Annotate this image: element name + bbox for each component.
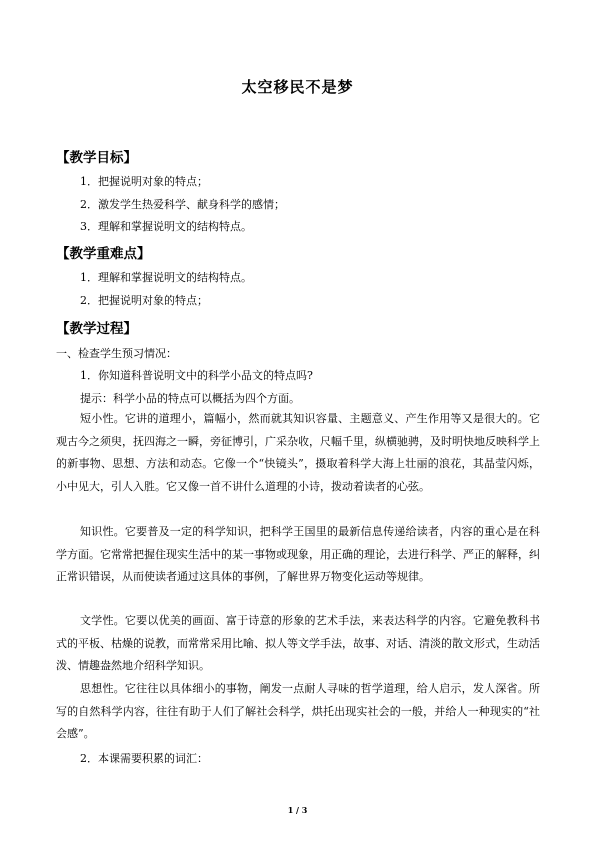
- process-step: 一、检查学生预习情况：: [56, 347, 177, 360]
- key-point-item: 1．理解和掌握说明文的结构特点。: [80, 271, 252, 284]
- section-heading-process: 【教学过程】: [56, 321, 137, 337]
- document-title: 太空移民不是梦: [241, 78, 354, 96]
- process-hint: 提示：科学小品的特点可以概括为四个方面。: [80, 392, 300, 405]
- section-heading-key-points: 【教学重难点】: [56, 246, 151, 262]
- body-paragraph: 知识性。它要普及一定的科学知识，把科学王国里的最新信息传递给读者，内容的重心是在科学方面。它常常把握住现实生活中的某一事物或现象，用正确的理论，去进行科学、严正的解释，纠正常识错误，从而使读者通过这具体的事例，了解世界万物变化运动等规律。: [56, 525, 540, 584]
- goal-item: 3．理解和掌握说明文的结构特点。: [80, 220, 252, 233]
- body-paragraph: 思想性。它往往以具体细小的事物，阐发一点耐人寻味的哲学道理，给人启示，发人深省。所写的自然科学内容，往往有助于人们了解社会科学，烘托出现实社会的一般，并给人一种现实的“社会感”。: [56, 682, 540, 741]
- page-number: 1 / 3: [287, 805, 308, 815]
- body-paragraph: 文学性。它要以优美的画面、富于诗意的形象的艺术手法，来表达科学的内容。它避免教科书式的平板、枯燥的说教，而常常采用比喻、拟人等文学手法，故事、对话、清淡的散文形式，生动活泼、情趣盎然地介绍科学知识。: [56, 614, 540, 673]
- process-question: 1．你知道科普说明文中的科学小品文的特点吗?: [80, 369, 313, 382]
- key-point-item: 2．把握说明对象的特点；: [80, 294, 208, 307]
- section-heading-goals: 【教学目标】: [56, 150, 137, 166]
- process-question: 2．本课需要积累的词汇：: [80, 752, 208, 765]
- goal-item: 1．把握说明对象的特点；: [80, 175, 208, 188]
- body-paragraph: 短小性。它讲的道理小，篇幅小，然而就其知识容量、主题意义、产生作用等又是很大的。它观古今之须臾，抚四海之一瞬，旁征博引，广采杂收，尺幅千里，纵横驰骋，及时明快地反映科学上的新事物、思想、方法和动态。它像一个“快镜头”，摄取着科学大海上壮丽的浪花，其晶莹闪烁，小中见大，引人入胜。它又像一首不讲什么道理的小诗，拨动着读者的心弦。: [56, 412, 540, 493]
- goal-item: 2．激发学生热爱科学、献身科学的感情；: [80, 198, 285, 211]
